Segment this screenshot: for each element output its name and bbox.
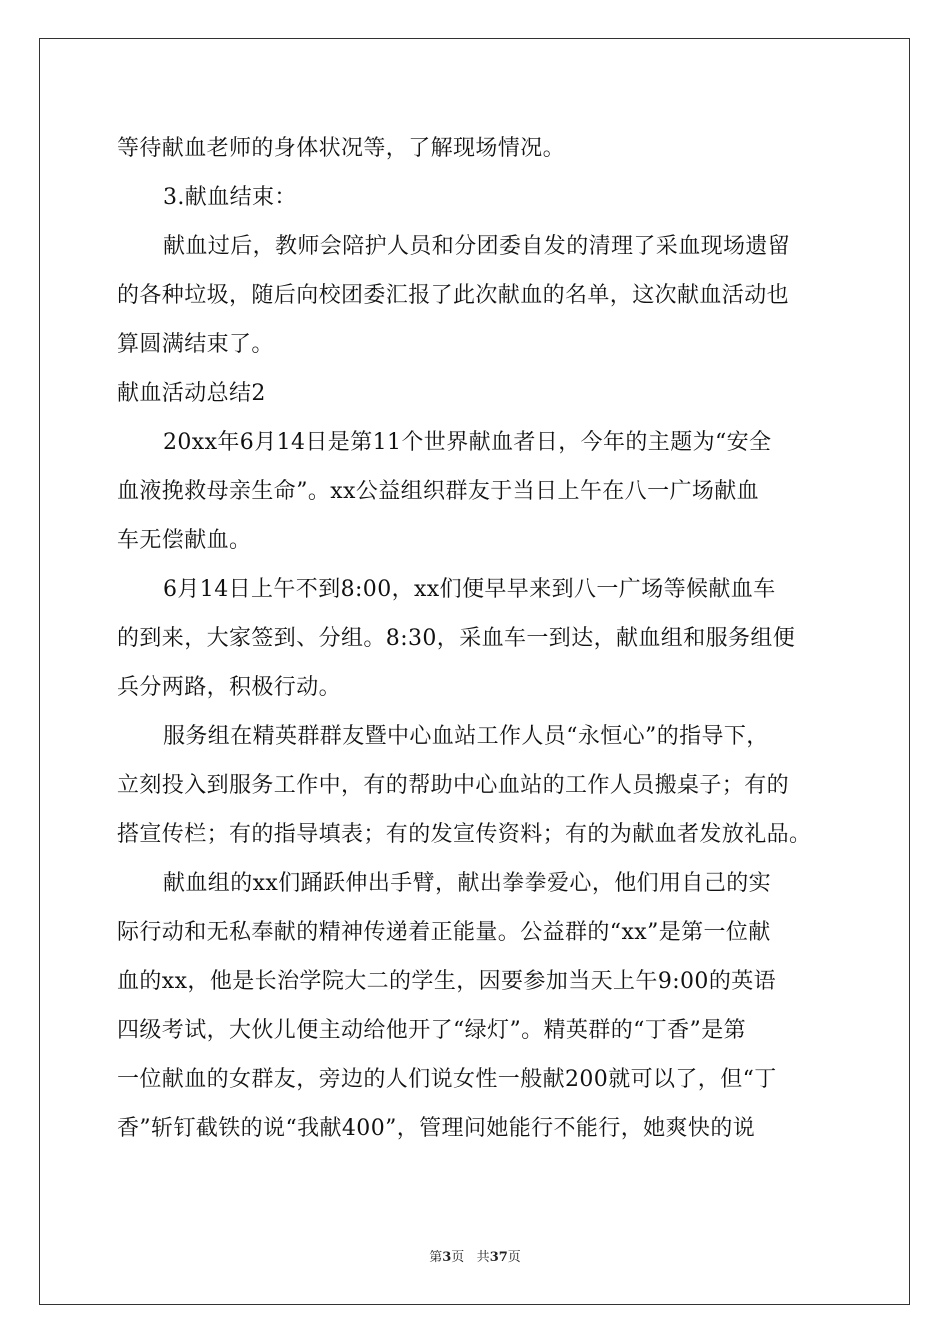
text-line: 献血过后，教师会陪护人员和分团委自发的清理了采血现场遗留 — [163, 234, 791, 259]
text-line: 立刻投入到服务工作中，有的帮助中心血站的工作人员搬桌子；有的 — [117, 773, 790, 798]
text-line: 献血活动总结2 — [117, 381, 266, 406]
text-line: 香”斩钉截铁的说“我献400”，管理问她能行不能行，她爽快的说 — [117, 1116, 756, 1141]
text-line: 血液挽救母亲生命”。xx公益组织群友于当日上午在八一广场献血 — [117, 479, 760, 504]
total-suffix: 页 — [507, 1250, 521, 1265]
text-line: 3.献血结束： — [163, 185, 297, 210]
text-line: 血的xx，他是长治学院大二的学生，因要参加当天上午9:00的英语 — [117, 969, 777, 994]
page-label-prefix: 第 — [429, 1250, 443, 1265]
text-line: 等待献血老师的身体状况等，了解现场情况。 — [117, 136, 566, 161]
text-line: 的各种垃圾，随后向校团委汇报了此次献血的名单，这次献血活动也 — [117, 283, 790, 308]
text-line: 四级考试，大伙儿便主动给他开了“绿灯”。精英群的“丁香”是第 — [117, 1018, 746, 1043]
text-line: 兵分两路，积极行动。 — [117, 675, 342, 700]
total-prefix: 共 — [476, 1250, 490, 1265]
text-line: 车无偿献血。 — [117, 528, 252, 553]
page-label-suffix: 页 — [451, 1250, 465, 1265]
text-line: 算圆满结束了。 — [117, 332, 274, 357]
text-line: 的到来，大家签到、分组。8:30，采血车一到达，献血组和服务组便 — [117, 626, 796, 651]
text-line: 一位献血的女群友，旁边的人们说女性一般献200就可以了，但“丁 — [117, 1067, 777, 1092]
text-line: 20xx年6月14日是第11个世界献血者日，今年的主题为“安全 — [163, 430, 772, 455]
text-line: 搭宣传栏；有的指导填表；有的发宣传资料；有的为献血者发放礼品。 — [117, 822, 812, 847]
text-line: 服务组在精英群群友暨中心血站工作人员“永恒心”的指导下， — [163, 724, 769, 749]
text-line: 际行动和无私奉献的精神传递着正能量。公益群的“xx”是第一位献 — [117, 920, 771, 945]
text-line: 6月14日上午不到8:00，xx们便早早来到八一广场等候献血车 — [163, 577, 776, 602]
text-line: 献血组的xx们踊跃伸出手臂，献出拳拳爱心，他们用自己的实 — [163, 871, 772, 896]
document-body — [117, 124, 847, 1153]
page-number: 3 — [442, 1250, 452, 1265]
total-pages: 37 — [489, 1250, 508, 1265]
page-footer — [0, 1246, 950, 1265]
